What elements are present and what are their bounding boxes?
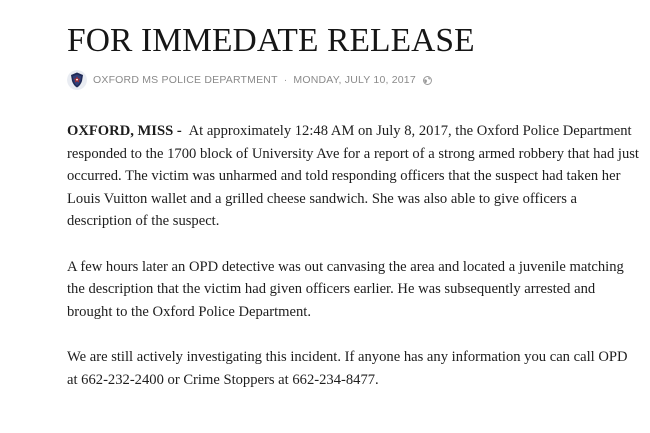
paragraph-3: We are still actively investigating this incident. If anyone has any information you can call OPD at 662-232-2400 or Crime Stoppers at 662-234-8477. [67,348,628,388]
paragraph-1 [67,120,639,233]
paragraph-2: A few hours later an OPD detective was out canvasing the area and located a juvenile matching the description that the victim had given officers earlier. He was subsequently arrested and brought to the Oxford Police Department. [67,258,624,320]
police-badge-icon[interactable] [67,70,87,90]
byline [67,69,639,91]
author-name[interactable]: OXFORD MS POLICE DEPARTMENT [93,74,278,86]
globe-icon [423,76,432,85]
post-title: FOR IMMEDATE RELEASE [67,22,475,59]
post-date[interactable]: MONDAY, JULY 10, 2017 [293,74,416,86]
press-release-article [67,0,639,414]
paragraph-1-text: At approximately 12:48 AM on July 8, 2017, the Oxford Police Department responded to the 1700 block of University Ave for a report of a strong armed robbery that had just occurred. The victim was unharmed and told responding officers that the suspect had taken her Louis Vuitton wallet and a grilled cheese sandwich. She was also able to give officers a description of the suspect. [67,123,639,230]
dateline: OXFORD, MISS - [67,123,182,139]
post-body [67,120,639,391]
byline-separator: · [283,74,288,86]
